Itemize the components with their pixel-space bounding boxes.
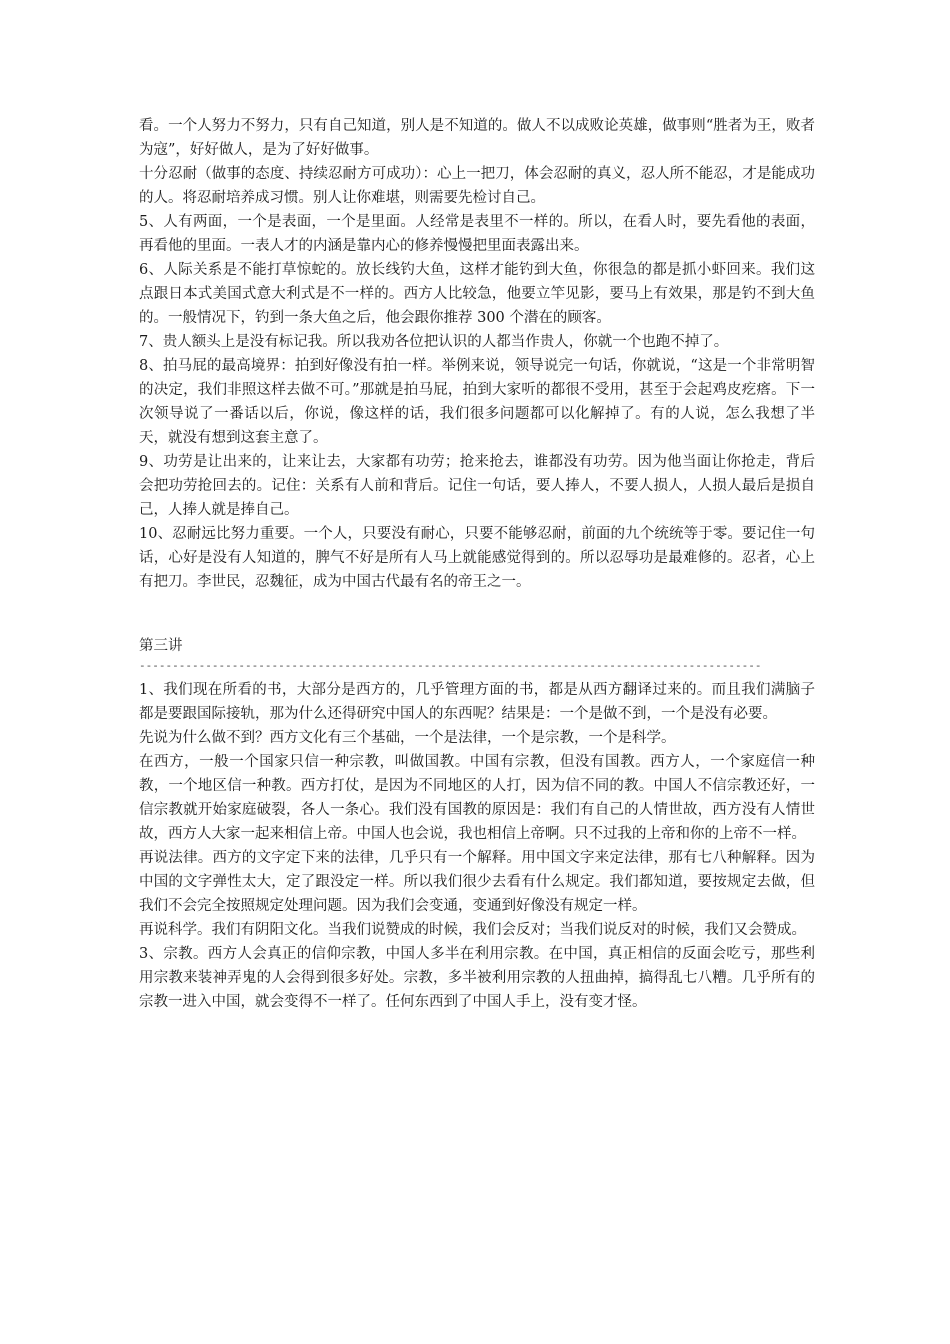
paragraph: 十分忍耐（做事的态度、持续忍耐方可成功）：心上一把刀，体会忍耐的真义，忍人所不能忍，才是能成功的人。将忍耐培养成习惯。别人让你难堪，则需要先检讨自己。 (139, 166, 815, 206)
divider-line: ---------------------------------------------------------------------------------------------- (139, 659, 762, 672)
paragraph: 在西方，一般一个国家只信一种宗教，叫做国教。中国有宗教，但没有国教。西方人，一个家庭信一种教，一个地区信一种教。西方打仗，是因为不同地区的人打，因为信不同的教。中国人不信宗教还好，一信宗教就开始家庭破裂，各人一条心。我们没有国教的原因是：我们有自己的人情世故，西方没有人情世故，西方人大家一起来相信上帝。中国人也会说，我也相信上帝啊。只不过我的上帝和你的上帝不一样。 (139, 754, 815, 842)
paragraph: 6、人际关系是不能打草惊蛇的。放长线钓大鱼，这样才能钓到大鱼，你很急的都是抓小虾回来。我们这点跟日本式美国式意大利式是不一样的。西方人比较急，他要立竿见影，要马上有效果，那是钓不到大鱼的。一般情况下，钓到一条大鱼之后，他会跟你推荐 300 个潜在的顾客。 (139, 262, 815, 326)
paragraph: 5、人有两面，一个是表面，一个是里面。人经常是表里不一样的。所以，在看人时，要先看他的表面，再看他的里面。一表人才的内涵是靠内心的修养慢慢把里面表露出来。 (139, 214, 815, 254)
paragraph: 8、拍马屁的最高境界：拍到好像没有拍一样。举例来说，领导说完一句话，你就说，“这是一个非常明智的决定，我们非照这样去做不可。”那就是拍马屁，拍到大家听的都很不受用，甚至于会起鸡皮疙瘩。下一次领导说了一番话以后，你说，像这样的话，我们很多问题都可以化解掉了。有的人说，怎么我想了半天，就没有想到这套主意了。 (139, 358, 815, 446)
paragraph: 9、功劳是让出来的，让来让去，大家都有功劳；抢来抢去，谁都没有功劳。因为他当面让你抢走，背后会把功劳抢回去的。记住：关系有人前和背后。记住一句话，要人捧人，不要人损人，人损人最后是损自己，人捧人就是捧自己。 (139, 454, 815, 518)
paragraph: 先说为什么做不到？西方文化有三个基础，一个是法律，一个是宗教，一个是科学。 (139, 730, 676, 746)
paragraph: 再说科学。我们有阴阳文化。当我们说赞成的时候，我们会反对；当我们说反对的时候，我们又会赞成。 (139, 922, 806, 938)
section-spacer (139, 594, 815, 634)
paragraph: 1、我们现在所看的书，大部分是西方的，几乎管理方面的书，都是从西方翻译过来的。而且我们满脑子都是要跟国际接轨，那为什么还得研究中国人的东西呢？结果是：一个是做不到，一个是没有必要。 (139, 682, 815, 722)
paragraph: 再说法律。西方的文字定下来的法律，几乎只有一个解释。用中国文字来定法律，那有七八种解释。因为中国的文字弹性太大，定了跟没定一样。所以我们很少去看有什么规定。我们都知道，要按规定去做，但我们不会完全按照规定处理问题。因为我们会变通，变通到好像没有规定一样。 (139, 850, 815, 914)
paragraph: 10、忍耐远比努力重要。一个人，只要没有耐心，只要不能够忍耐，前面的九个统统等于零。要记住一句话，心好是没有人知道的，脾气不好是所有人马上就能感觉得到的。所以忍辱功是最难修的。忍者，心上有把刀。李世民，忍魏征，成为中国古代最有名的帝王之一。 (139, 526, 815, 590)
paragraph: 3、宗教。西方人会真正的信仰宗教，中国人多半在利用宗教。在中国，真正相信的反面会吃亏，那些利用宗教来装神弄鬼的人会得到很多好处。宗教，多半被利用宗教的人扭曲掉，搞得乱七八糟。几乎所有的宗教一进入中国，就会变得不一样了。任何东西到了中国人手上，没有变才怪。 (139, 946, 815, 1010)
document-page (139, 114, 815, 1014)
section-title: 第三讲 (139, 638, 183, 654)
paragraph: 7、贵人额头上是没有标记我。所以我劝各位把认识的人都当作贵人，你就一个也跑不掉了。 (139, 334, 729, 350)
paragraph: 看。一个人努力不努力，只有自己知道，别人是不知道的。做人不以成败论英雄，做事则“胜者为王，败者为寇”，好好做人，是为了好好做事。 (139, 118, 815, 158)
